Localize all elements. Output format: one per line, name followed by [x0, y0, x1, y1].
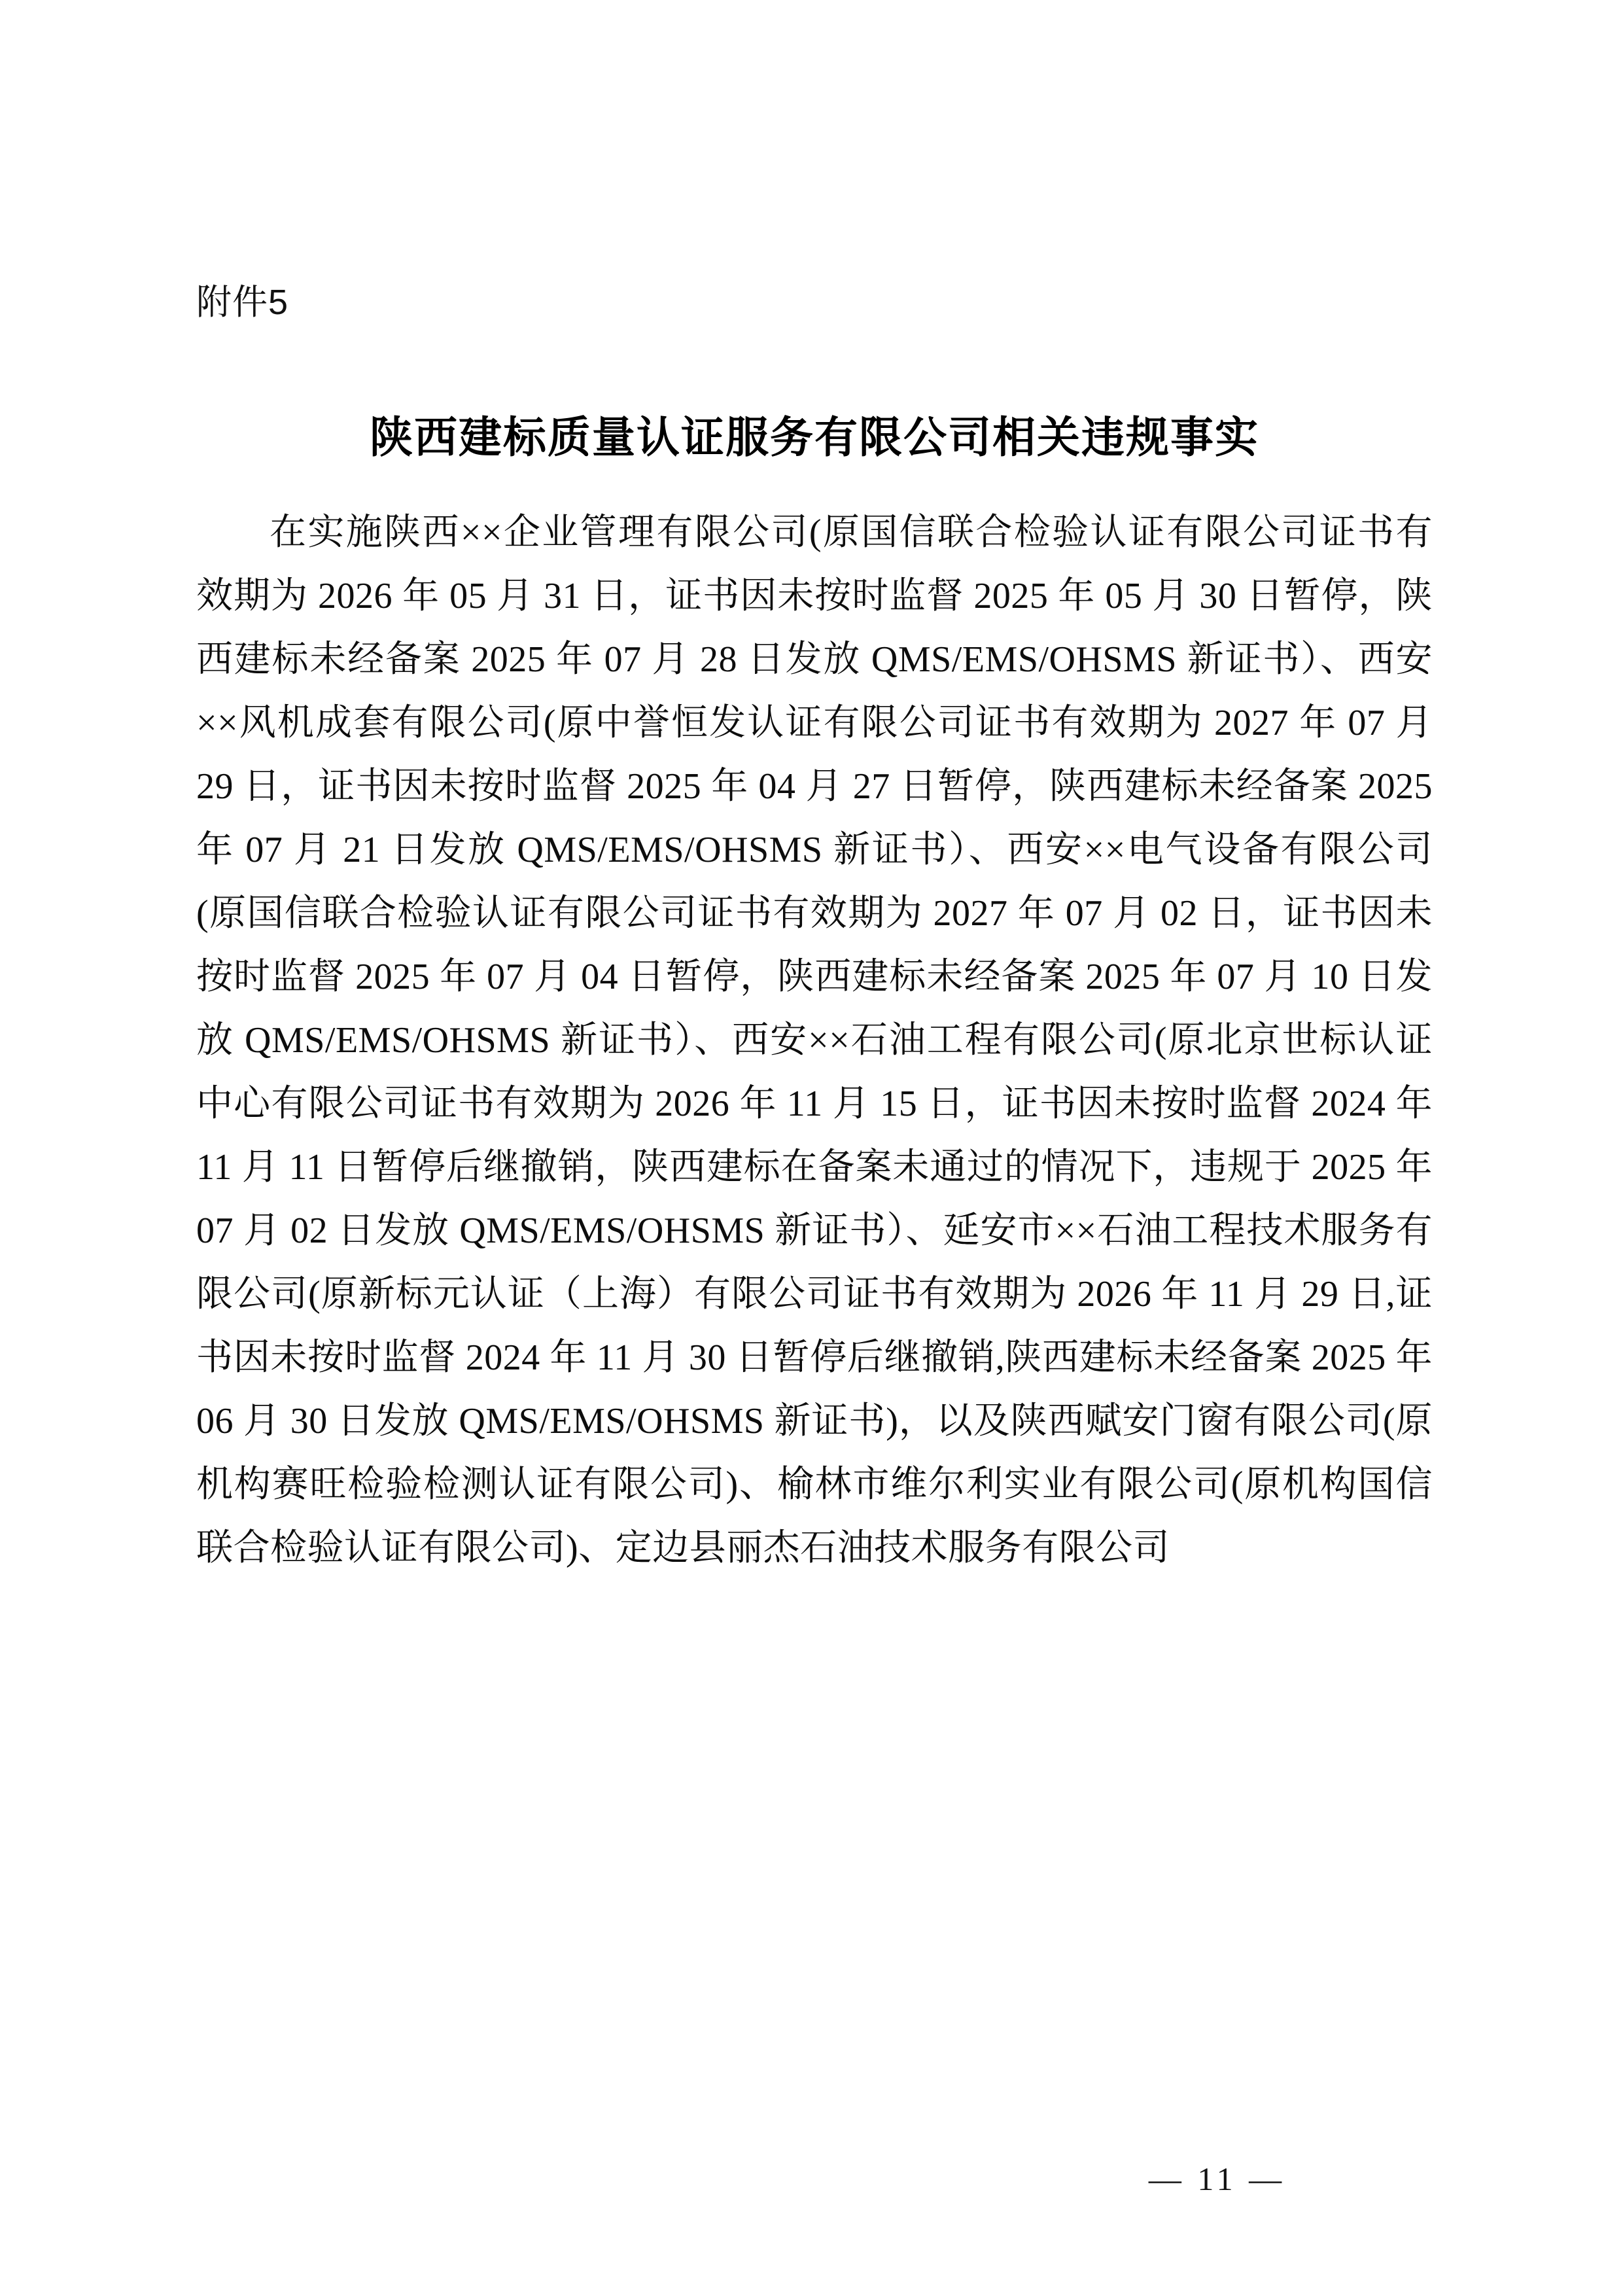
body-text: [196, 501, 1433, 1580]
page-title: 陕西建标质量认证服务有限公司相关违规事实: [370, 412, 1259, 461]
body-paragraph: 在实施陕西××企业管理有限公司(原国信联合检验认证有限公司证书有效期为 2026 年 05 月 31 日，证书因未按时监督 2025 年 05 月 30 日暂停，陕西建标未经备案 2025 年 07 月 28 日发放 QMS/EMS/OHSMS 新证书）、西安××风机成套有限公司(原中誉恒发认证有限公司证书有效期为 2027 年 07 月 29 日，证书因未按时监督 2025 年 04 月 27 日暂停，陕西建标未经备案 2025 年 07 月 21 日发放 QMS/EMS/OHSMS 新证书）、西安××电气设备有限公司(原国信联合检验认证有限公司证书有效期为 2027 年 07 月 02 日，证书因未按时监督 2025 年 07 月 04 日暂停，陕西建标未经备案 2025 年 07 月 10 日发放 QMS/EMS/OHSMS 新证书）、西安××石油工程有限公司(原北京世标认证中心有限公司证书有效期为 2026 年 11 月 15 日，证书因未按时监督 2024 年 11 月 11 日暂停后继撤销，陕西建标在备案未通过的情况下，违规于 2025 年 07 月 02 日发放 QMS/EMS/OHSMS 新证书）、延安市××石油工程技术服务有限公司(原新标元认证（上海）有限公司证书有效期为 2026 年 11 月 29 日,证书因未按时监督 2024 年 11 月 30 日暂停后继撤销,陕西建标未经备案 2025 年 06 月 30 日发放 QMS/EMS/OHSMS 新证书)，以及陕西赋安门窗有限公司(原机构赛旺检验检测认证有限公司)、榆林市维尔利实业有限公司(原机构国信联合检验认证有限公司)、定边县丽杰石油技术服务有限公司: [196, 512, 1433, 1568]
page-content: [196, 281, 1433, 1580]
attachment-label: 附件5: [196, 283, 289, 322]
page-number-value: — 11 —: [1148, 2161, 1286, 2197]
page-number: [0, 2160, 1623, 2198]
